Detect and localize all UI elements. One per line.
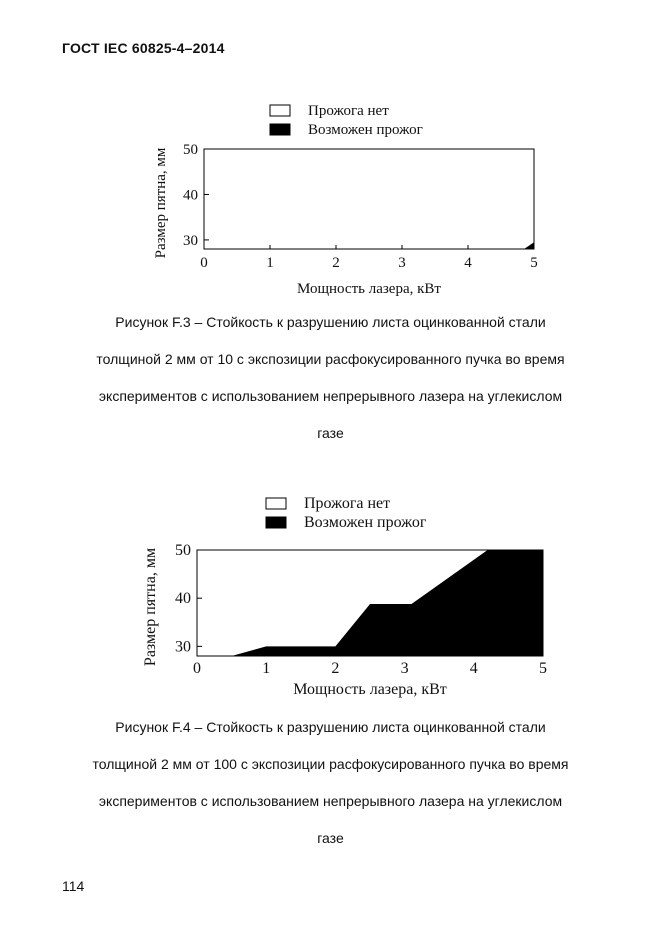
caption-line: экспериментов с использованием непрерывного лазера на углекислом [98, 793, 563, 809]
x-tick-label: 0 [193, 660, 201, 677]
caption-line: газе [317, 830, 344, 846]
burn-region [524, 242, 534, 249]
y-axis-label: Размер пятна, мм [153, 147, 169, 259]
caption-line: Рисунок F.4 – Стойкость к разрушению листа оцинкованной стали [115, 719, 546, 735]
caption-line: газе [317, 425, 344, 441]
legend-label: Возможен прожог [304, 514, 427, 531]
x-tick-label: 5 [530, 255, 538, 271]
x-tick-label: 4 [469, 660, 478, 677]
figure-f4-chart [0, 488, 661, 703]
y-tick-label: 40 [175, 590, 191, 608]
caption-line: экспериментов с использованием непрерывного лазера на углекислом [98, 388, 563, 404]
y-tick-label: 30 [183, 232, 198, 249]
y-tick-label: 50 [175, 542, 191, 559]
x-axis-label: Мощность лазера, кВт [297, 281, 441, 297]
figure-f3-chart [0, 95, 661, 305]
x-tick-label: 5 [539, 660, 547, 677]
y-tick-label: 50 [183, 142, 198, 158]
legend-label: Прожога нет [308, 103, 389, 119]
figure-f3-caption [40, 304, 621, 452]
page-number: 114 [62, 878, 85, 894]
legend-swatch [266, 517, 286, 528]
figure-f4-caption [40, 709, 621, 857]
caption-line: толщиной 2 мм от 10 с экспозиции расфокусированного пучка во время [96, 351, 565, 367]
plot-frame [204, 149, 534, 249]
burn-region [232, 550, 543, 656]
x-tick-label: 1 [262, 660, 271, 677]
x-tick-label: 0 [200, 255, 208, 271]
legend-swatch [270, 105, 290, 116]
x-tick-label: 3 [398, 255, 406, 271]
x-tick-label: 3 [400, 660, 409, 677]
y-tick-label: 40 [183, 187, 198, 204]
x-axis-label: Мощность лазера, кВт [293, 681, 447, 698]
caption-line: Рисунок F.3 – Стойкость к разрушению листа оцинкованной стали [115, 314, 546, 330]
x-tick-label: 4 [464, 255, 472, 271]
y-axis-label: Размер пятна, мм [142, 547, 159, 667]
chart-svg-f4 [0, 488, 661, 703]
legend-label: Прожога нет [304, 495, 391, 512]
caption-line: толщиной 2 мм от 100 с экспозиции расфокусированного пучка во время [92, 756, 569, 772]
legend-swatch [270, 124, 290, 135]
x-tick-label: 2 [331, 660, 340, 677]
x-tick-label: 2 [332, 255, 340, 271]
y-tick-label: 30 [175, 638, 191, 656]
chart-svg-f3 [0, 95, 661, 305]
document-header: ГОСТ IEC 60825-4–2014 [62, 40, 225, 56]
legend-label: Возможен прожог [308, 122, 423, 138]
legend-swatch [266, 498, 286, 509]
x-tick-label: 1 [266, 255, 274, 271]
